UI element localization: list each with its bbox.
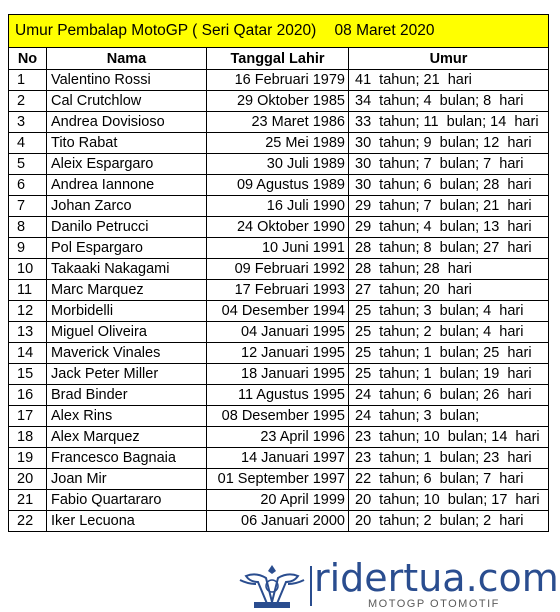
cell-no: 9 — [9, 238, 47, 259]
cell-no: 11 — [9, 280, 47, 301]
cell-umur: 25 tahun; 1 bulan; 25 hari — [349, 343, 549, 364]
table-row — [9, 238, 549, 259]
rider-tua-crest-icon — [236, 562, 308, 610]
column-header-no: No — [9, 48, 47, 70]
cell-umur: 28 tahun; 8 bulan; 27 hari — [349, 238, 549, 259]
table-row — [9, 133, 549, 154]
cell-umur: 22 tahun; 6 bulan; 7 hari — [349, 469, 549, 490]
cell-nama: Valentino Rossi — [47, 70, 207, 91]
table-row — [9, 196, 549, 217]
cell-tanggal-lahir: 09 Agustus 1989 — [207, 175, 349, 196]
table-row — [9, 490, 549, 511]
cell-umur: 30 tahun; 7 bulan; 7 hari — [349, 154, 549, 175]
table-row — [9, 301, 549, 322]
cell-nama: Alex Rins — [47, 406, 207, 427]
cell-no: 6 — [9, 175, 47, 196]
cell-umur: 29 tahun; 7 bulan; 21 hari — [349, 196, 549, 217]
cell-nama: Maverick Vinales — [47, 343, 207, 364]
title-cell — [9, 15, 549, 48]
column-header-tanggal-lahir: Tanggal Lahir — [207, 48, 349, 70]
cell-no: 3 — [9, 112, 47, 133]
table-row — [9, 217, 549, 238]
cell-tanggal-lahir: 04 Desember 1994 — [207, 301, 349, 322]
cell-no: 15 — [9, 364, 47, 385]
cell-umur: 23 tahun; 1 bulan; 23 hari — [349, 448, 549, 469]
cell-tanggal-lahir: 14 Januari 1997 — [207, 448, 349, 469]
cell-tanggal-lahir: 08 Desember 1995 — [207, 406, 349, 427]
table-row — [9, 154, 549, 175]
brand-divider — [310, 566, 312, 606]
table-row — [9, 175, 549, 196]
cell-nama: Jack Peter Miller — [47, 364, 207, 385]
cell-no: 22 — [9, 511, 47, 532]
cell-nama: Alex Marquez — [47, 427, 207, 448]
cell-nama: Danilo Petrucci — [47, 217, 207, 238]
cell-tanggal-lahir: 25 Mei 1989 — [207, 133, 349, 154]
cell-no: 18 — [9, 427, 47, 448]
cell-nama: Iker Lecuona — [47, 511, 207, 532]
table-row — [9, 448, 549, 469]
cell-tanggal-lahir: 06 Januari 2000 — [207, 511, 349, 532]
cell-umur: 25 tahun; 1 bulan; 19 hari — [349, 364, 549, 385]
cell-umur: 23 tahun; 10 bulan; 14 hari — [349, 427, 549, 448]
cell-umur: 25 tahun; 2 bulan; 4 hari — [349, 322, 549, 343]
cell-umur: 20 tahun; 2 bulan; 2 hari — [349, 511, 549, 532]
cell-nama: Andrea Dovisioso — [47, 112, 207, 133]
cell-nama: Pol Espargaro — [47, 238, 207, 259]
title-row — [9, 15, 549, 48]
cell-no: 1 — [9, 70, 47, 91]
header-row — [9, 48, 549, 70]
cell-nama: Aleix Espargaro — [47, 154, 207, 175]
cell-umur: 20 tahun; 10 bulan; 17 hari — [349, 490, 549, 511]
brand-tagline: MOTOGP OTOMOTIF — [368, 598, 500, 610]
table-row — [9, 70, 549, 91]
cell-no: 2 — [9, 91, 47, 112]
cell-tanggal-lahir: 04 Januari 1995 — [207, 322, 349, 343]
cell-no: 7 — [9, 196, 47, 217]
cell-tanggal-lahir: 23 April 1996 — [207, 427, 349, 448]
cell-tanggal-lahir: 23 Maret 1986 — [207, 112, 349, 133]
brand-name[interactable]: ridertua.com — [314, 556, 559, 600]
cell-umur: 33 tahun; 11 bulan; 14 hari — [349, 112, 549, 133]
cell-umur: 27 tahun; 20 hari — [349, 280, 549, 301]
rider-age-table — [8, 14, 549, 532]
cell-tanggal-lahir: 20 April 1999 — [207, 490, 349, 511]
cell-no: 10 — [9, 259, 47, 280]
table-row — [9, 112, 549, 133]
table-row — [9, 511, 549, 532]
cell-umur: 30 tahun; 9 bulan; 12 hari — [349, 133, 549, 154]
table-row — [9, 259, 549, 280]
cell-no: 8 — [9, 217, 47, 238]
cell-tanggal-lahir: 24 Oktober 1990 — [207, 217, 349, 238]
column-header-nama: Nama — [47, 48, 207, 70]
cell-tanggal-lahir: 09 Februari 1992 — [207, 259, 349, 280]
cell-nama: Francesco Bagnaia — [47, 448, 207, 469]
table-date: 08 Maret 2020 — [334, 22, 435, 39]
cell-tanggal-lahir: 18 Januari 1995 — [207, 364, 349, 385]
cell-umur: 24 tahun; 3 bulan; — [349, 406, 549, 427]
cell-tanggal-lahir: 11 Agustus 1995 — [207, 385, 349, 406]
table-row — [9, 343, 549, 364]
cell-tanggal-lahir: 12 Januari 1995 — [207, 343, 349, 364]
cell-nama: Johan Zarco — [47, 196, 207, 217]
cell-tanggal-lahir: 16 Februari 1979 — [207, 70, 349, 91]
cell-nama: Cal Crutchlow — [47, 91, 207, 112]
cell-nama: Joan Mir — [47, 469, 207, 490]
cell-nama: Miguel Oliveira — [47, 322, 207, 343]
cell-umur: 34 tahun; 4 bulan; 8 hari — [349, 91, 549, 112]
cell-tanggal-lahir: 01 September 1997 — [207, 469, 349, 490]
cell-no: 12 — [9, 301, 47, 322]
cell-no: 20 — [9, 469, 47, 490]
cell-no: 21 — [9, 490, 47, 511]
table-row — [9, 280, 549, 301]
table-row — [9, 91, 549, 112]
cell-no: 4 — [9, 133, 47, 154]
cell-no: 13 — [9, 322, 47, 343]
table-row — [9, 469, 549, 490]
cell-no: 16 — [9, 385, 47, 406]
cell-nama: Tito Rabat — [47, 133, 207, 154]
cell-no: 14 — [9, 343, 47, 364]
cell-umur: 24 tahun; 6 bulan; 26 hari — [349, 385, 549, 406]
table-row — [9, 406, 549, 427]
cell-tanggal-lahir: 16 Juli 1990 — [207, 196, 349, 217]
cell-umur: 41 tahun; 21 hari — [349, 70, 549, 91]
table-row — [9, 385, 549, 406]
cell-nama: Morbidelli — [47, 301, 207, 322]
cell-no: 19 — [9, 448, 47, 469]
cell-tanggal-lahir: 30 Juli 1989 — [207, 154, 349, 175]
cell-tanggal-lahir: 10 Juni 1991 — [207, 238, 349, 259]
cell-umur: 30 tahun; 6 bulan; 28 hari — [349, 175, 549, 196]
table-title: Umur Pembalap MotoGP ( Seri Qatar 2020) — [15, 22, 317, 39]
column-header-umur: Umur — [349, 48, 549, 70]
cell-nama: Takaaki Nakagami — [47, 259, 207, 280]
footer-branding — [232, 556, 559, 612]
cell-tanggal-lahir: 29 Oktober 1985 — [207, 91, 349, 112]
cell-no: 5 — [9, 154, 47, 175]
table-row — [9, 364, 549, 385]
cell-nama: Fabio Quartararo — [47, 490, 207, 511]
cell-nama: Brad Binder — [47, 385, 207, 406]
cell-umur: 25 tahun; 3 bulan; 4 hari — [349, 301, 549, 322]
cell-tanggal-lahir: 17 Februari 1993 — [207, 280, 349, 301]
cell-nama: Marc Marquez — [47, 280, 207, 301]
cell-umur: 28 tahun; 28 hari — [349, 259, 549, 280]
cell-no: 17 — [9, 406, 47, 427]
cell-nama: Andrea Iannone — [47, 175, 207, 196]
cell-umur: 29 tahun; 4 bulan; 13 hari — [349, 217, 549, 238]
table-row — [9, 322, 549, 343]
table-row — [9, 427, 549, 448]
age-table-sheet — [8, 14, 549, 532]
